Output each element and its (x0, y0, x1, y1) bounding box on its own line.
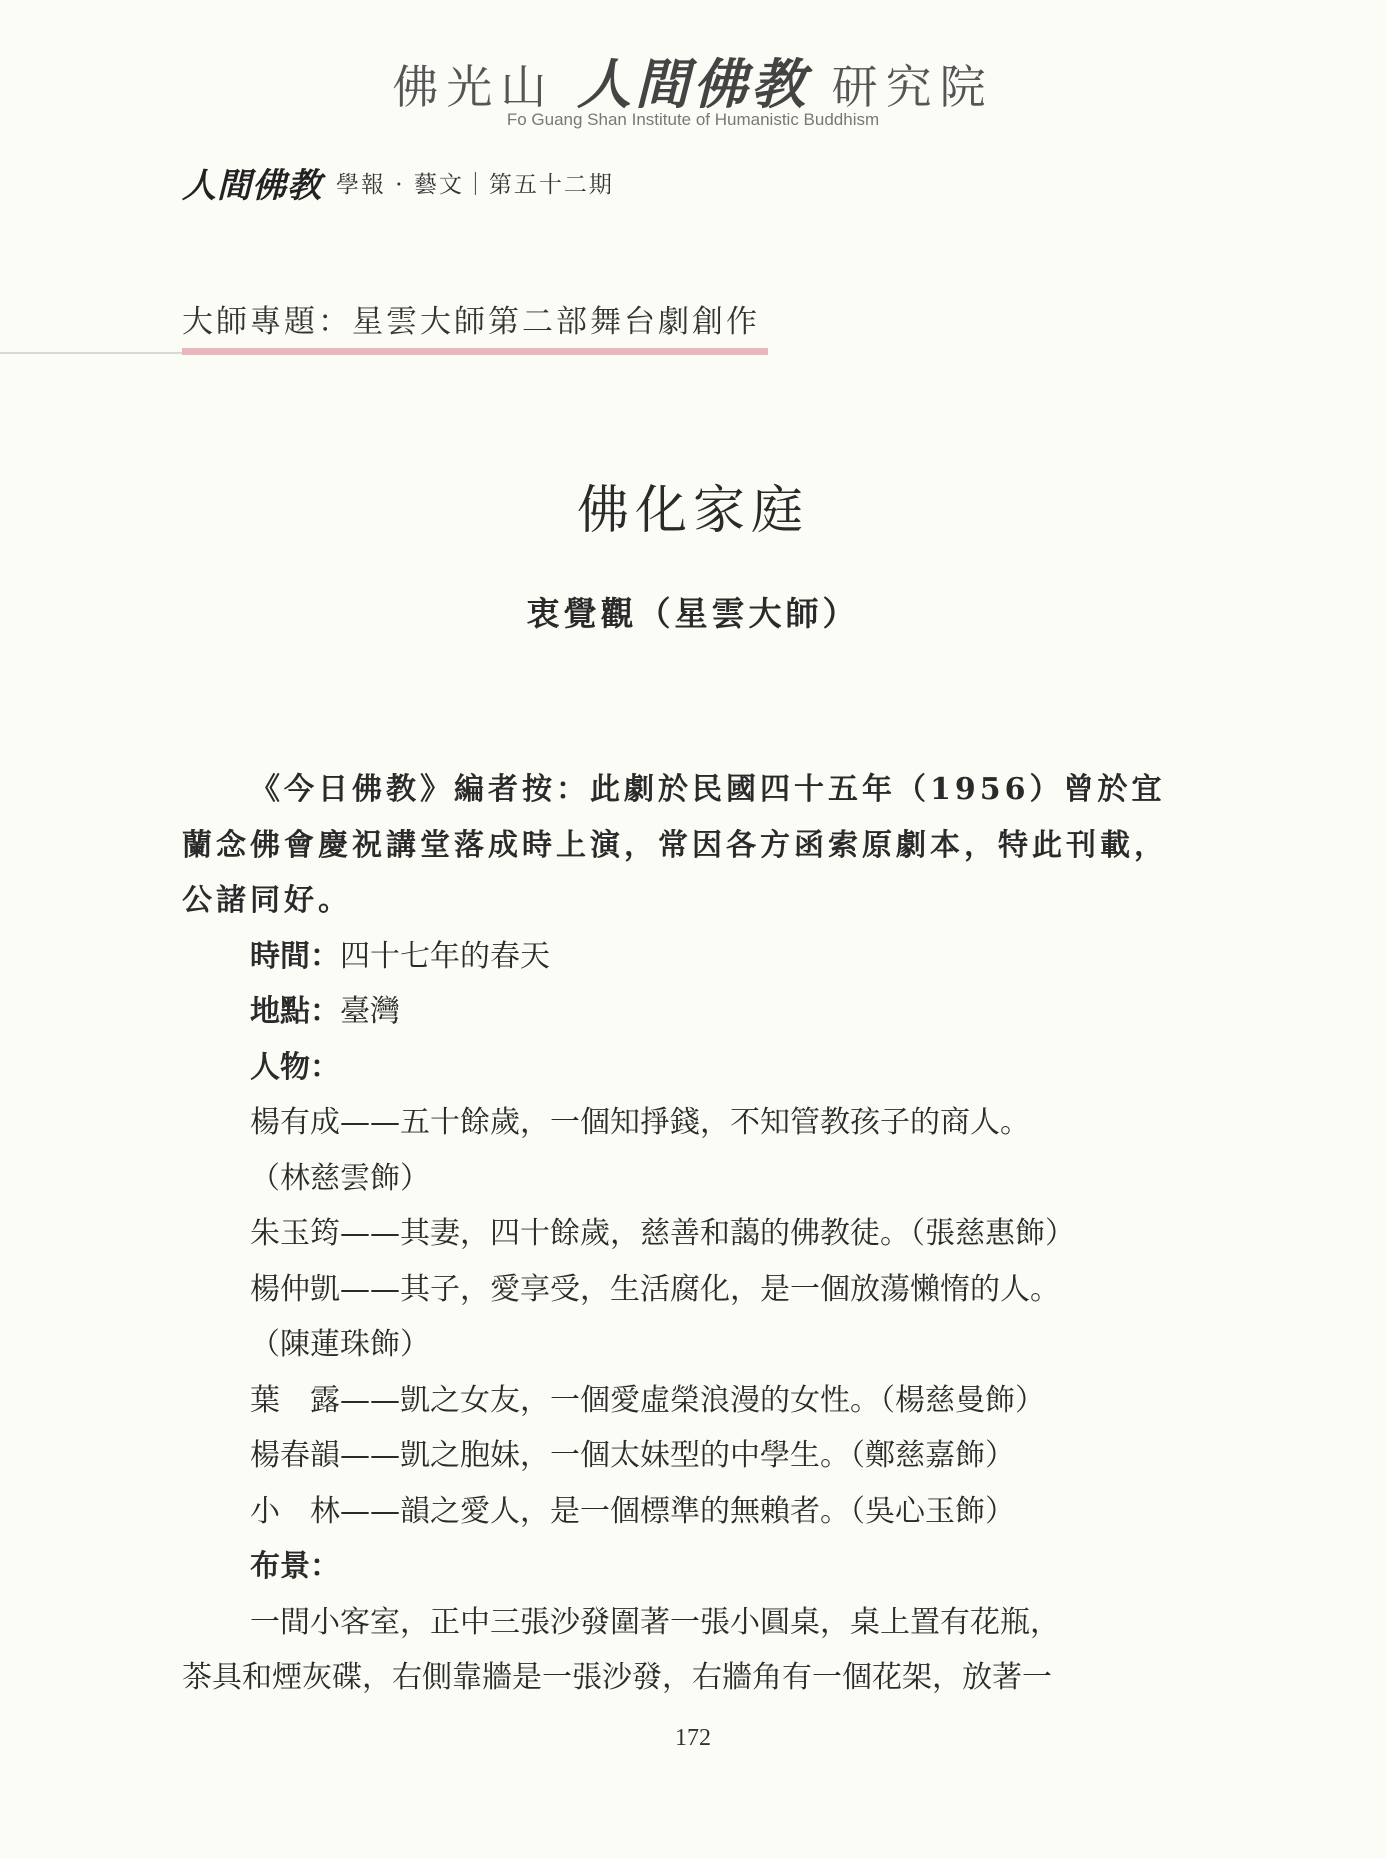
journal-running-head (182, 160, 614, 204)
article-title: 佛化家庭 (576, 481, 809, 541)
time-line (182, 929, 1172, 985)
setting-label: 布景： (250, 1549, 340, 1584)
setting-text-line: 一間小客室，正中三張沙發圍著一張小圓桌，桌上置有花瓶， (250, 1604, 1060, 1640)
institute-english-name: Fo Guang Shan Institute of Humanistic Buddhism (506, 110, 880, 129)
institute-name-right: 研究院 (831, 60, 994, 114)
character-entry-cont: （陳蓮珠飾） (250, 1327, 430, 1362)
institute-name (0, 42, 1386, 119)
editor-note: 《今日佛教》編者按：此劇於民國四十五年（1956）曾於宜蘭念佛會慶祝講堂落成時上演，常因各方函索原劇本，特此刊載，公諸同好。 (182, 772, 1168, 918)
character-entry-cont: （林慈雲飾） (250, 1160, 430, 1196)
article-author: 衷覺觀（星雲大師） (526, 594, 860, 633)
time-label: 時間： (250, 938, 340, 974)
character-entry: 楊有成——五十餘歲，一個知掙錢，不知管教孩子的商人。 (250, 1105, 1030, 1140)
journal-logo: 人間佛教 (182, 165, 322, 206)
section-heading: 大師專題：星雲大師第二部舞台劇創作 (182, 304, 760, 340)
journal-issue-info: 學報 · 藝文｜第五十二期 (336, 171, 614, 198)
page-number: 172 (675, 1725, 711, 1751)
place-value: 臺灣 (340, 994, 400, 1029)
place-label: 地點： (250, 994, 340, 1029)
character-list (182, 1095, 1172, 1539)
character-entry: 朱玉筠——其妻，四十餘歲，慈善和藹的佛教徒。（張慈惠飾） (250, 1216, 1075, 1251)
place-line (182, 984, 1172, 1040)
character-entry: 楊春韻——凱之胞妹，一個太妹型的中學生。（鄭慈嘉飾） (250, 1438, 1015, 1473)
setting-text-line: 茶具和煙灰碟，右側靠牆是一張沙發，右牆角有一個花架，放著一 (182, 1660, 1052, 1695)
character-entry: 葉 露——凱之女友，一個愛虛榮浪漫的女性。（楊慈曼飾） (250, 1382, 1045, 1418)
characters-label: 人物： (250, 1049, 340, 1085)
header-rule-left (0, 352, 182, 354)
institute-name-left: 佛光山 (392, 60, 555, 114)
institute-logo-calligraphy: 人間佛教 (577, 52, 809, 116)
character-entry: 楊仲凱——其子，愛享受，生活腐化，是一個放蕩懶惰的人。 (250, 1271, 1060, 1307)
time-value: 四十七年的春天 (340, 938, 550, 974)
article-body (182, 762, 1172, 1706)
character-entry: 小 林——韻之愛人，是一個標準的無賴者。（吳心玉飾） (250, 1493, 1015, 1529)
section-underline (182, 348, 768, 355)
